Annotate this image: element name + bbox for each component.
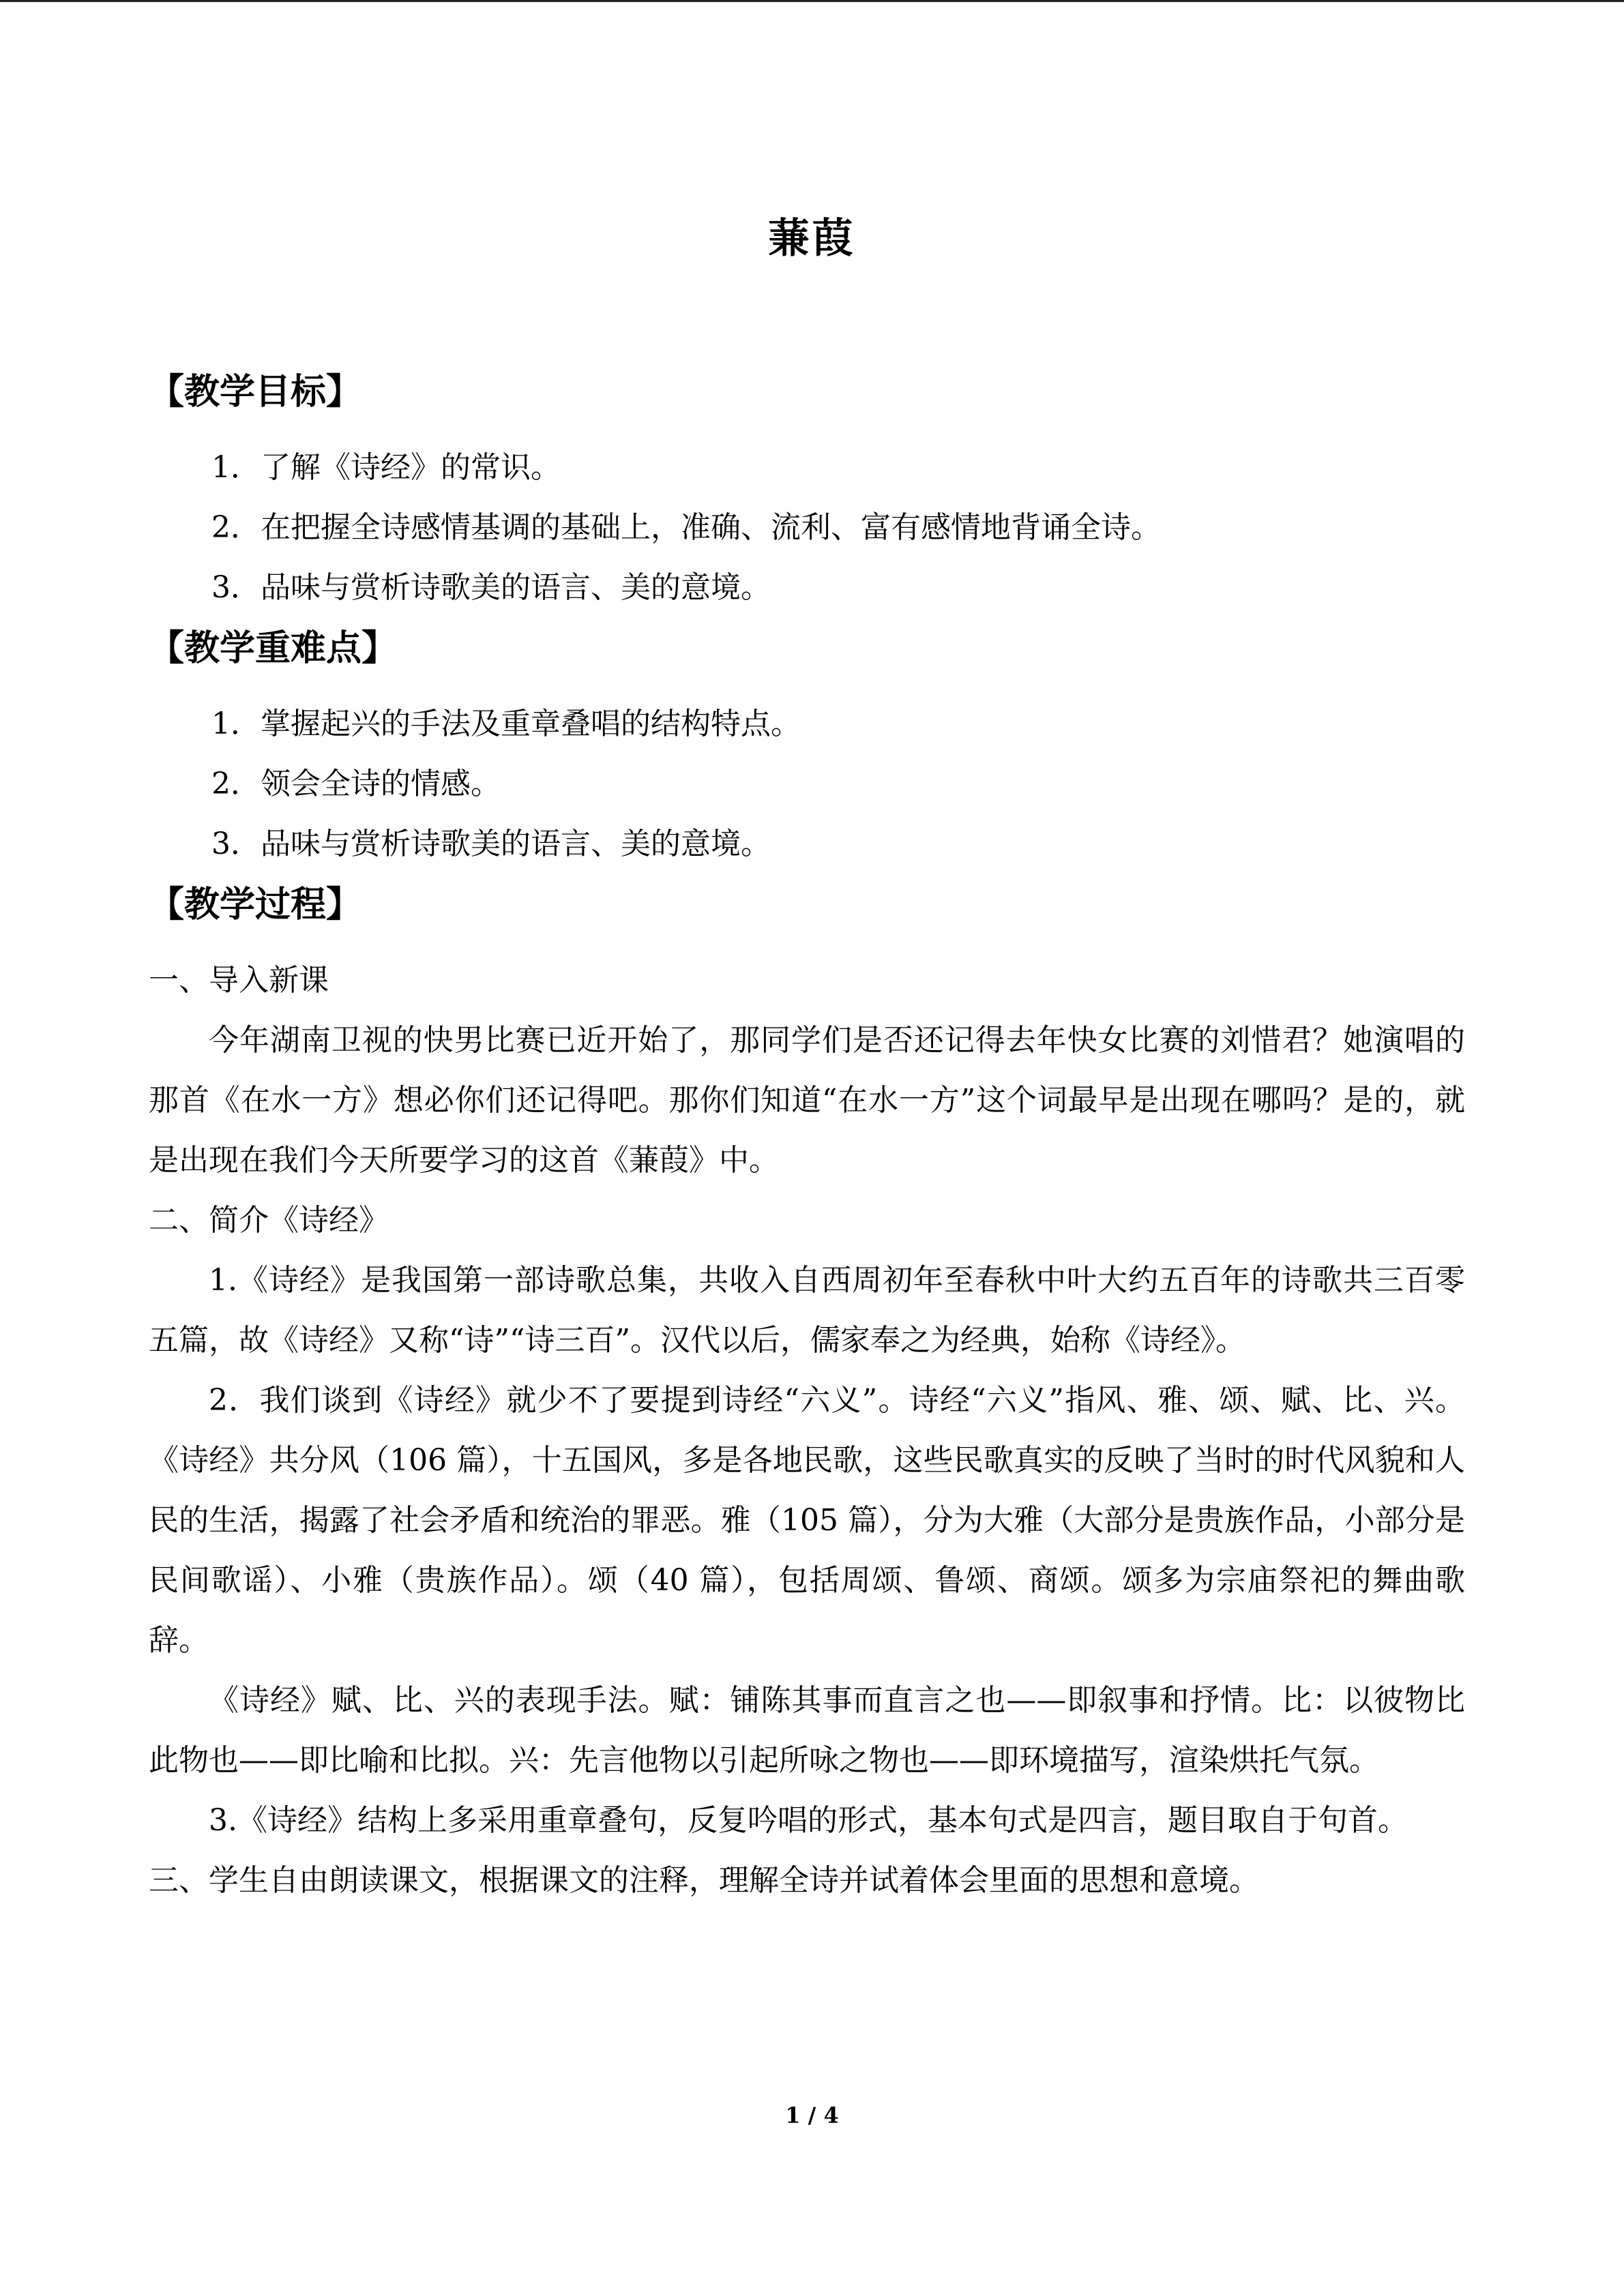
goals-list [149,438,1465,618]
section-heading-goals: 【教学目标】 [149,371,362,413]
list-item: 2．领会全诗的情感。 [211,766,501,801]
paragraph-intro: 今年湖南卫视的快男比赛已近开始了，那同学们是否还记得去年快女比赛的刘惜君？她演唱的那首《在水一方》想必你们还记得吧。那你们知道“在水一方”这个词最早是出现在哪吗？是的，就是出现在我们今天所要学习的这首《蒹葭》中。 [149,1023,1465,1178]
step-title-reading: 三、学生自由朗读课文，根据课文的注释，理解全诗并试着体会里面的思想和意境。 [149,1863,1259,1898]
list-item: 2．在把握全诗感情基调的基础上，准确、流利、富有感情地背诵全诗。 [211,510,1161,545]
paragraph-shijing-1: 1.《诗经》是我国第一部诗歌总集，共收入自西周初年至春秋中叶大约五百年的诗歌共三百零五篇，故《诗经》又称“诗”“诗三百”。汉代以后，儒家奉之为经典，始称《诗经》。 [149,1263,1465,1358]
top-border-line [0,0,1624,2]
step-title-intro: 一、导入新课 [149,963,329,998]
step-title-shijing: 二、简介《诗经》 [149,1203,389,1238]
section-heading-difficulties: 【教学重难点】 [149,627,398,669]
list-item: 1．了解《诗经》的常识。 [211,450,561,485]
paragraph-shijing-2: 2．我们谈到《诗经》就少不了要提到诗经“六义”。诗经“六义”指风、雅、颂、赋、比、兴。《诗经》共分风（106 篇），十五国风，多是各地民歌，这些民歌真实的反映了当时的时代风貌和人民的生活，揭露了社会矛盾和统治的罪恶。雅（105 篇），分为大雅（大部分是贵族作品，小部分是民间歌谣）、小雅（贵族作品）。颂（40 篇），包括周颂、鲁颂、商颂。颂多为宗庙祭祀的舞曲歌辞。 [149,1383,1465,1658]
document-title: 蒹葭 [768,215,856,263]
document-body [149,355,1465,1911]
page-number: 1 / 4 [785,2102,839,2128]
difficulties-list [149,694,1465,874]
paragraph-shijing-3: 《诗经》赋、比、兴的表现手法。赋：铺陈其事而直言之也——即叙事和抒情。比：以彼物比此物也——即比喻和比拟。兴：先言他物以引起所咏之物也——即环境描写，渲染烘托气氛。 [149,1683,1465,1778]
paragraph-shijing-4: 3.《诗经》结构上多采用重章叠句，反复吟唱的形式，基本句式是四言，题目取自于句首。 [209,1803,1408,1838]
list-item: 3．品味与赏析诗歌美的语言、美的意境。 [211,826,771,861]
section-heading-process: 【教学过程】 [149,884,362,925]
list-item: 1．掌握起兴的手法及重章叠唱的结构特点。 [211,706,801,741]
list-item: 3．品味与赏析诗歌美的语言、美的意境。 [211,570,771,605]
